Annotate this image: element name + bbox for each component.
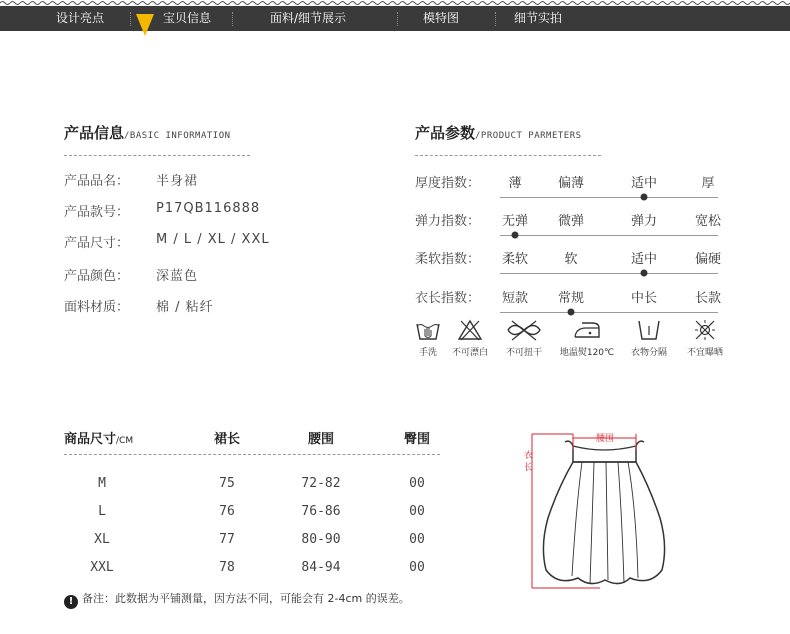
care-label-iron-low: 地温熨120℃ — [559, 348, 615, 358]
care-label-no-bleach: 不可漂白 — [451, 348, 488, 358]
waist-label: 腰围 — [595, 434, 615, 444]
product-params-heading — [415, 122, 582, 143]
param-option: 适中 — [630, 176, 658, 191]
cell-length: 77 — [219, 532, 235, 547]
param-scale-line — [500, 273, 718, 274]
column-header-length: 裙长 — [213, 432, 241, 447]
param-option: 厚 — [701, 176, 715, 191]
info-label-material: 面料材质： — [64, 300, 130, 315]
active-nav-pointer — [136, 14, 154, 36]
param-scale-line — [500, 312, 718, 313]
param-selected-marker — [568, 309, 575, 316]
nav-separator — [232, 12, 233, 26]
size-table-title — [64, 428, 133, 447]
info-value-sizes: M / L / XL / XXL — [156, 232, 270, 247]
param-option: 偏薄 — [557, 176, 585, 191]
param-scale-line — [500, 235, 718, 236]
warning-icon: ! — [64, 595, 78, 609]
measurement-note — [64, 590, 410, 609]
param-selected-marker — [641, 270, 648, 277]
cell-size: XXL — [90, 560, 114, 575]
note-text: 备注：此数据为平铺测量，因方法不同，可能会有 2-4cm 的误差。 — [82, 592, 410, 605]
cell-hip: 00 — [409, 476, 425, 491]
param-option: 长款 — [694, 291, 722, 306]
nav-item-design-highlights[interactable]: 设计亮点 — [56, 11, 105, 25]
cell-length: 78 — [219, 560, 235, 575]
param-label: 衣长指数： — [415, 291, 481, 306]
param-option: 中长 — [630, 291, 658, 306]
param-option: 软 — [564, 252, 578, 267]
skirt-outline — [543, 441, 664, 584]
nav-separator — [397, 12, 398, 26]
info-value-color: 深蓝色 — [156, 269, 199, 284]
care-label-no-sun-dry: 不宜曝晒 — [686, 348, 723, 358]
length-label-1: 衣 — [524, 451, 534, 461]
param-option: 弹力 — [630, 214, 658, 229]
column-header-hip: 臀围 — [403, 432, 431, 447]
no-bleach-icon — [457, 318, 483, 342]
param-label: 柔软指数： — [415, 252, 481, 267]
size-table-title-text: 商品尺寸 — [64, 432, 117, 447]
param-scale-line — [500, 197, 718, 198]
cell-hip: 00 — [409, 504, 425, 519]
param-label: 弹力指数： — [415, 214, 481, 229]
param-label: 厚度指数： — [415, 176, 481, 191]
care-no-wring — [494, 318, 554, 358]
nav-item-product-info[interactable]: 宝贝信息 — [163, 11, 212, 25]
param-option: 短款 — [501, 291, 529, 306]
cell-length: 75 — [219, 476, 235, 491]
param-option: 薄 — [508, 176, 522, 191]
product-info-divider — [64, 155, 250, 156]
product-info-title: 产品信息 — [64, 124, 125, 142]
param-option: 微弹 — [557, 214, 585, 229]
product-params-divider — [415, 155, 601, 156]
cell-hip: 00 — [409, 560, 425, 575]
cell-size: L — [98, 504, 106, 519]
param-option: 无弹 — [501, 214, 529, 229]
care-label-hand-wash: 手洗 — [418, 348, 437, 358]
nav-bar — [0, 6, 790, 31]
param-selected-marker — [641, 194, 648, 201]
cell-waist: 84-94 — [301, 560, 341, 575]
product-params-title: 产品参数 — [415, 124, 476, 142]
info-label-sizes: 产品尺寸： — [64, 236, 130, 251]
info-label-name: 产品品名： — [64, 174, 130, 189]
cell-size: M — [98, 476, 106, 491]
care-no-bleach — [440, 318, 500, 358]
nav-separator — [130, 12, 131, 26]
separate-wash-icon — [636, 318, 662, 342]
info-label-color: 产品颜色： — [64, 269, 130, 284]
cell-waist: 76-86 — [301, 504, 341, 519]
column-header-waist: 腰围 — [307, 432, 335, 447]
skirt-measurement-diagram — [510, 428, 710, 598]
cell-size: XL — [94, 532, 110, 547]
size-table-divider — [64, 454, 440, 455]
nav-separator — [495, 12, 496, 26]
care-separate-wash — [619, 318, 679, 358]
iron-low-icon — [572, 318, 602, 342]
hand-wash-icon — [415, 318, 441, 342]
param-option: 偏硬 — [694, 252, 722, 267]
length-label-2: 长 — [524, 463, 534, 473]
cell-waist: 80-90 — [301, 532, 341, 547]
care-no-sun-dry — [675, 318, 735, 358]
param-option: 适中 — [630, 252, 658, 267]
product-info-heading — [64, 122, 231, 143]
product-info-subtitle: /BASIC INFORMATION — [124, 131, 231, 141]
info-label-style-no: 产品款号： — [64, 205, 130, 220]
info-value-material: 棉 / 粘纤 — [156, 300, 214, 315]
product-params-subtitle: /PRODUCT PARMETERS — [475, 131, 582, 141]
cell-length: 76 — [219, 504, 235, 519]
care-label-no-wring: 不可扭干 — [505, 348, 542, 358]
care-iron-low — [557, 318, 617, 358]
nav-item-fabric-details[interactable]: 面料/细节展示 — [270, 11, 347, 25]
param-option: 宽松 — [694, 214, 722, 229]
param-option: 柔软 — [501, 252, 529, 267]
no-sun-dry-icon — [692, 318, 718, 342]
cell-hip: 00 — [409, 532, 425, 547]
nav-item-detail-photos[interactable]: 细节实拍 — [514, 11, 563, 25]
nav-item-model-photos[interactable]: 模特图 — [423, 11, 460, 25]
info-value-name: 半身裙 — [156, 174, 199, 189]
care-label-separate-wash: 衣物分隔 — [630, 348, 667, 358]
size-table-unit: /CM — [116, 436, 134, 446]
info-value-style-no: P17QB116888 — [156, 201, 261, 216]
length-measure-line — [532, 434, 600, 588]
param-selected-marker — [512, 232, 519, 239]
no-wring-icon — [504, 318, 544, 342]
param-option: 常规 — [557, 291, 585, 306]
cell-waist: 72-82 — [301, 476, 341, 491]
